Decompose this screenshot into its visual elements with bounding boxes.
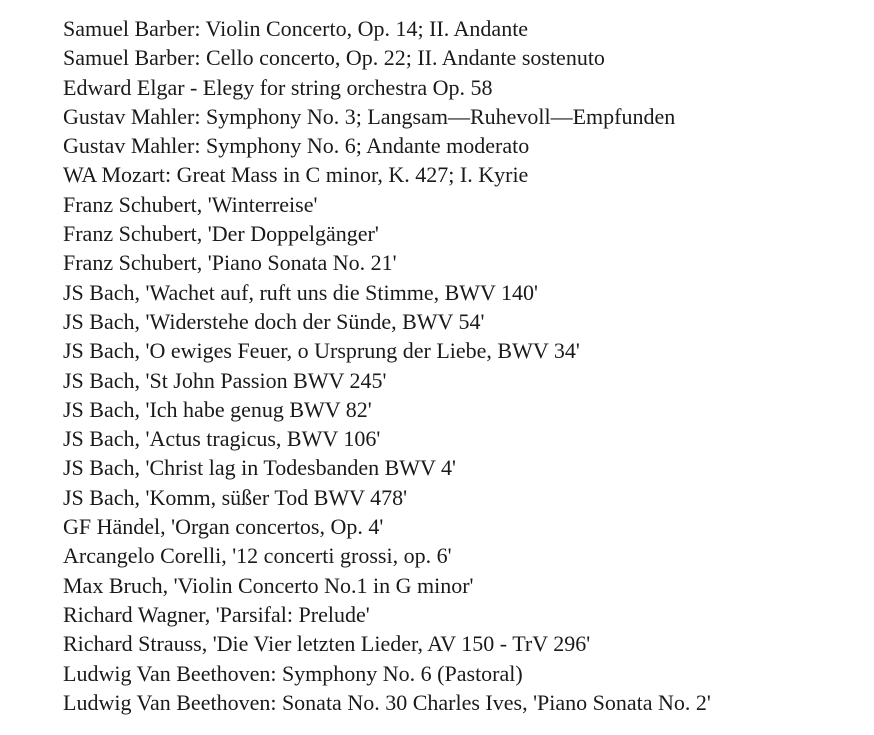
list-item: JS Bach, 'Widerstehe doch der Sünde, BWV 54' [63, 308, 485, 334]
list-item: JS Bach, 'Wachet auf, ruft uns die Stimme, BWV 140' [63, 279, 539, 305]
list-item: Max Bruch, 'Violin Concerto No.1 in G minor' [63, 572, 474, 598]
music-list [63, 14, 863, 717]
list-item: Arcangelo Corelli, '12 concerti grossi, op. 6' [63, 543, 452, 569]
list-item: Edward Elgar - Elegy for string orchestra Op. 58 [63, 74, 493, 100]
list-item: GF Händel, 'Organ concertos, Op. 4' [63, 514, 384, 540]
list-item: JS Bach, 'O ewiges Feuer, o Ursprung der Liebe, BWV 34' [63, 338, 580, 364]
list-item: JS Bach, 'Ich habe genug BWV 82' [63, 396, 372, 422]
list-item: Ludwig Van Beethoven: Sonata No. 30 Charles Ives, 'Piano Sonata No. 2' [63, 689, 711, 715]
list-item: Franz Schubert, 'Piano Sonata No. 21' [63, 250, 397, 276]
list-item: Richard Wagner, 'Parsifal: Prelude' [63, 601, 370, 627]
list-item: Gustav Mahler: Symphony No. 3; Langsam—Ruhevoll—Empfunden [63, 103, 676, 129]
list-item: Samuel Barber: Cello concerto, Op. 22; II. Andante sostenuto [63, 45, 605, 71]
list-item: WA Mozart: Great Mass in C minor, K. 427; I. Kyrie [63, 162, 529, 188]
list-item: Samuel Barber: Violin Concerto, Op. 14; II. Andante [63, 16, 529, 41]
list-item: JS Bach, 'Actus tragicus, BWV 106' [63, 426, 381, 452]
list-item: JS Bach, 'Komm, süßer Tod BWV 478' [63, 484, 408, 510]
list-item: Gustav Mahler: Symphony No. 6; Andante moderato [63, 133, 530, 159]
list-item: Richard Strauss, 'Die Vier letzten Lieder, AV 150 - TrV 296' [63, 631, 591, 657]
list-item: JS Bach, 'St John Passion BWV 245' [63, 367, 387, 393]
list-item: Franz Schubert, 'Winterreise' [63, 191, 318, 217]
list-item: Ludwig Van Beethoven: Symphony No. 6 (Pastoral) [63, 660, 523, 686]
list-item: JS Bach, 'Christ lag in Todesbanden BWV 4' [63, 455, 456, 481]
list-item: Franz Schubert, 'Der Doppelgänger' [63, 221, 379, 247]
